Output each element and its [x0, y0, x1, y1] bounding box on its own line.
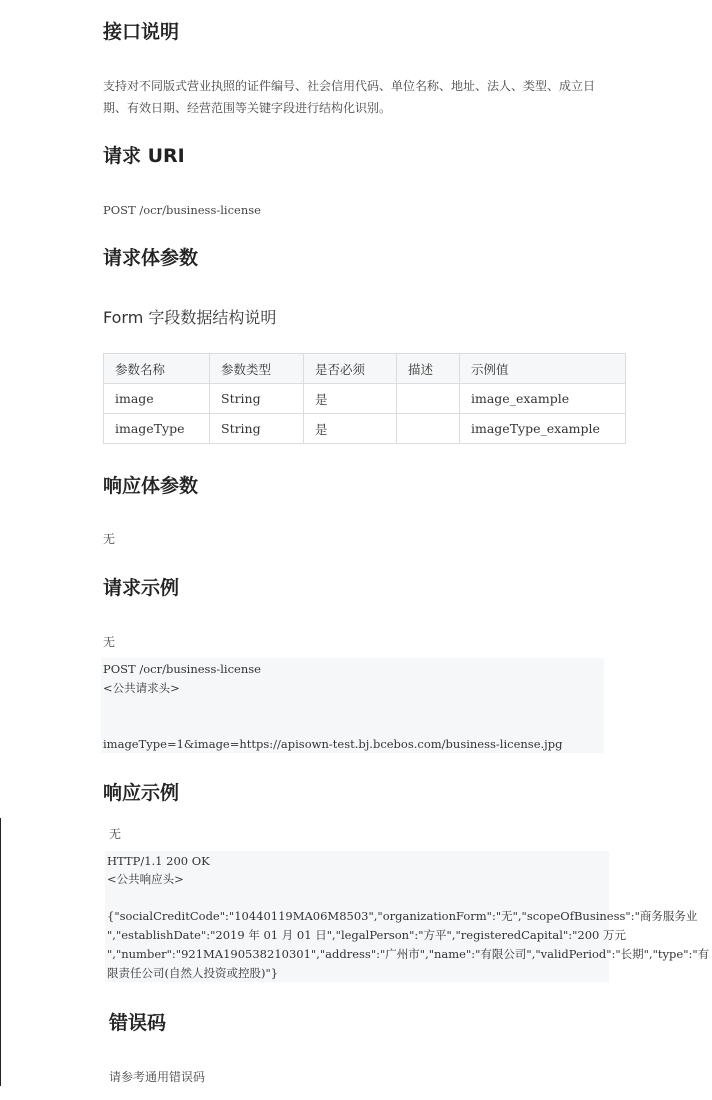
header-example: 示例值 [460, 354, 626, 384]
response-code-line: ","number":"921MA190538210301","address":"广州市","name":"有限公司","validPeriod":"长期","type":"有 [107, 947, 710, 961]
error-code-title: 错误码 [109, 1012, 167, 1034]
header-param-type: 参数类型 [210, 354, 304, 384]
cell-example: image_example [460, 384, 626, 414]
request-uri-title: 请求 URI [103, 145, 185, 167]
cell-required: 是 [304, 384, 397, 414]
request-example-note: 无 [103, 635, 116, 649]
cell-param-name: image [104, 384, 210, 414]
interface-title: 接口说明 [103, 21, 180, 43]
cell-param-type: String [210, 384, 304, 414]
header-param-name: 参数名称 [104, 354, 210, 384]
response-code-line: HTTP/1.1 200 OK [107, 854, 210, 868]
interface-description-line2: 期、有效日期、经营范围等关键字段进行结构化识别。 [103, 101, 392, 115]
cell-param-type: String [210, 414, 304, 444]
response-code-line: ","establishDate":"2019 年 01 月 01 日","legalPerson":"方平","registeredCapital":"200 万元 [107, 928, 627, 942]
parameters-table [103, 353, 626, 444]
table-header-row [104, 354, 626, 384]
table-row [104, 414, 626, 444]
request-body-subtitle: Form 字段数据结构说明 [103, 308, 277, 327]
request-body-title: 请求体参数 [103, 247, 199, 269]
header-description: 描述 [397, 354, 460, 384]
cell-description [397, 414, 460, 444]
error-code-value: 请参考通用错误码 [109, 1070, 206, 1084]
cell-param-name: imageType [104, 414, 210, 444]
table-row [104, 384, 626, 414]
response-code-line: 限责任公司(自然人投资或控股)"} [107, 966, 279, 980]
response-body-title: 响应体参数 [103, 475, 199, 497]
response-body-value: 无 [103, 532, 116, 546]
response-example-title: 响应示例 [103, 782, 180, 804]
header-required: 是否必须 [304, 354, 397, 384]
request-code-line: imageType=1&image=https://apisown-test.bj.bcebos.com/business-license.jpg [103, 737, 563, 751]
response-code-line: <公共响应头> [107, 872, 184, 886]
response-example-code-block [105, 851, 710, 982]
request-example-title: 请求示例 [103, 577, 180, 599]
request-code-line: <公共请求头> [103, 681, 180, 695]
interface-description-line1: 支持对不同版式营业执照的证件编号、社会信用代码、单位名称、地址、法人、类型、成立日 [103, 79, 596, 93]
request-uri-value: POST /ocr/business-license [103, 203, 261, 217]
request-example-code-block [101, 658, 604, 753]
left-border-line [0, 818, 1, 1086]
response-code-line: {"socialCreditCode":"10440119MA06M8503","organizationForm":"无","scopeOfBusiness":"商务服务业 [107, 909, 698, 923]
response-example-note: 无 [109, 827, 122, 841]
cell-description [397, 384, 460, 414]
cell-required: 是 [304, 414, 397, 444]
request-code-line: POST /ocr/business-license [103, 662, 261, 676]
cell-example: imageType_example [460, 414, 626, 444]
